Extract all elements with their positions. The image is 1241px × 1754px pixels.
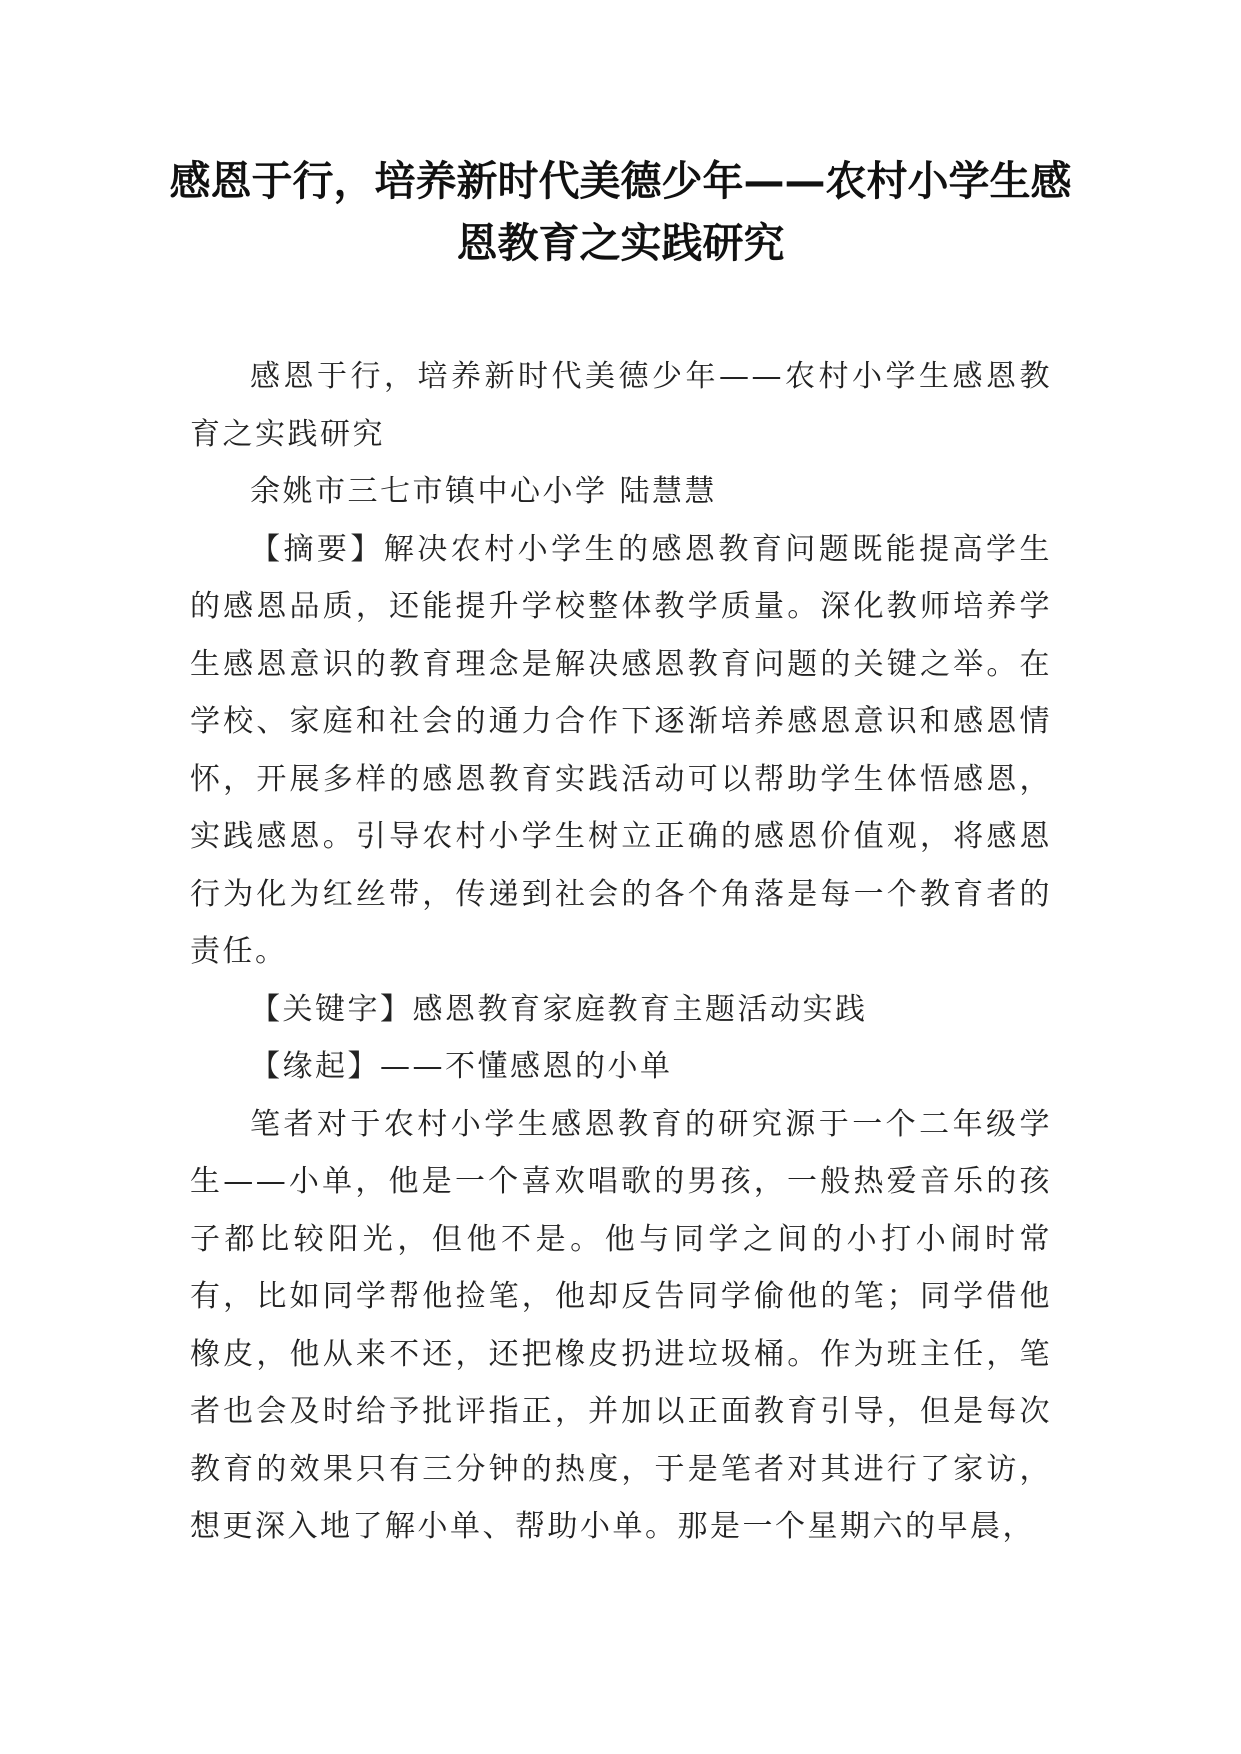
body-paragraph: 笔者对于农村小学生感恩教育的研究源于一个二年级学生——小单，他是一个喜欢唱歌的男孩，一般热爱音乐的孩子都比较阳光，但他不是。他与同学之间的小打小闹时常有，比如同学帮他捡笔，他却反告同学偷他的笔；同学借他橡皮，他从来不还，还把橡皮扔进垃圾桶。作为班主任，笔者也会及时给予批评指正，并加以正面教育引导，但是每次教育的效果只有三分钟的热度，于是笔者对其进行了家访，想更深入地了解小单、帮助小单。那是一个星期六的早晨，: [190, 1106, 1052, 1544]
document-body: [190, 348, 1052, 1556]
subtitle-paragraph: 感恩于行，培养新时代美德少年——农村小学生感恩教育之实践研究: [190, 359, 1052, 452]
author-line: 余姚市三七市镇中心小学 陆慧慧: [250, 474, 718, 509]
origin-heading: 【缘起】——不懂感恩的小单: [250, 1049, 673, 1084]
abstract-paragraph: 【摘要】解决农村小学生的感恩教育问题既能提高学生的感恩品质，还能提升学校整体教学质量。深化教师培养学生感恩意识的教育理念是解决感恩教育问题的关键之举。在学校、家庭和社会的通力合作下逐渐培养感恩意识和感恩情怀，开展多样的感恩教育实践活动可以帮助学生体悟感恩，实践感恩。引导农村小学生树立正确的感恩价值观，将感恩行为化为红丝带，传递到社会的各个角落是每一个教育者的责任。: [190, 531, 1052, 969]
document-title: 感恩于行，培养新时代美德少年——农村小学生感恩教育之实践研究: [169, 157, 1072, 267]
keywords-paragraph: 【关键字】感恩教育家庭教育主题活动实践: [250, 991, 868, 1027]
